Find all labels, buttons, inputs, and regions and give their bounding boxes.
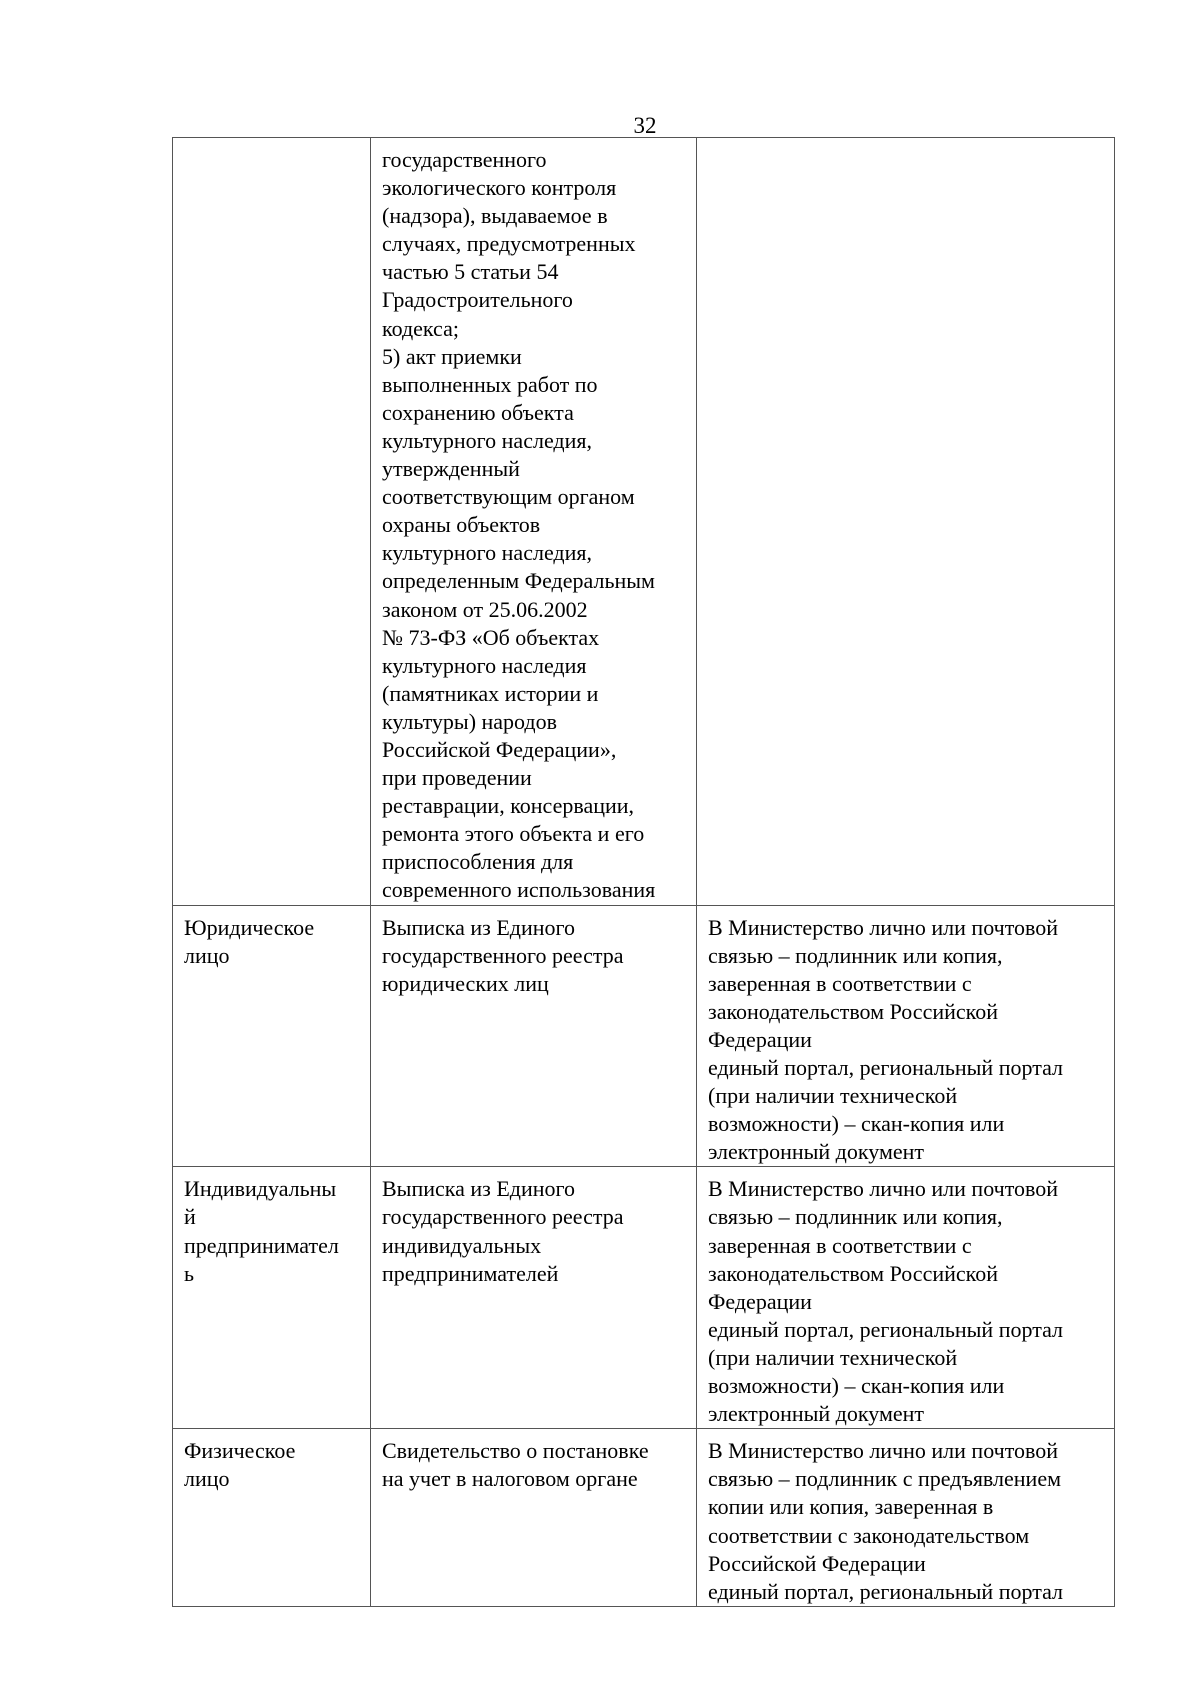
cell-text-line: случаях, предусмотренных [382, 231, 636, 257]
cell-text-line: ь [184, 1260, 195, 1286]
table-row [173, 1429, 1115, 1607]
cell-text-line: единый портал, региональный портал [708, 1316, 1064, 1342]
table-row [173, 905, 1115, 1167]
documents-table [172, 137, 1115, 1607]
submission-method-cell [697, 138, 1115, 906]
cell-text-line: законодательством Российской [708, 1260, 998, 1286]
cell-text-line: ремонта этого объекта и его [382, 821, 645, 847]
cell-text-line: возможности) – скан-копия или [708, 1111, 1005, 1137]
applicant-type-cell [173, 1167, 371, 1429]
cell-text-line: экологического контроля [382, 175, 617, 201]
cell-text-line: электронный документ [708, 1401, 925, 1427]
cell-text-line: 5) акт приемки [382, 343, 522, 369]
applicant-type-cell [173, 905, 371, 1167]
cell-text-line: Свидетельство о постановке [382, 1438, 649, 1464]
cell-text-line: связью – подлинник или копия, [708, 1204, 1003, 1230]
cell-text-line: приспособления для [382, 849, 574, 875]
cell-text-line: Физическое [184, 1438, 296, 1464]
cell-text-line: В Министерство лично или почтовой [708, 1438, 1059, 1464]
cell-text-line: единый портал, региональный портал [708, 1055, 1064, 1080]
cell-text-line: культуры) народов [382, 708, 558, 734]
submission-method-cell [697, 1429, 1115, 1607]
cell-text-line: государственного [382, 147, 547, 172]
cell-text-line: В Министерство лично или почтовой [708, 1176, 1059, 1202]
document-name-cell [371, 138, 697, 906]
table-row [173, 138, 1115, 906]
cell-text-line: (надзора), выдаваемое в [382, 203, 608, 229]
cell-text-line: Федерации [708, 1026, 812, 1052]
cell-text-line: Индивидуальны [184, 1176, 337, 1202]
cell-text-line: копии или копия, заверенная в [708, 1494, 994, 1520]
page-number: 32 [633, 113, 657, 138]
cell-text-line: й [184, 1204, 196, 1230]
cell-text-line: Градостроительного [382, 287, 573, 313]
cell-text-line: (памятниках истории и [382, 680, 599, 706]
cell-text-line: индивидуальных [382, 1232, 542, 1258]
cell-text-line: электронный документ [708, 1139, 925, 1165]
document-name-cell [371, 905, 697, 1167]
cell-text-line: сохранению объекта [382, 399, 574, 425]
applicant-type-cell [173, 1429, 371, 1607]
cell-text-line: Выписка из Единого [382, 1176, 576, 1202]
cell-text-line: Федерации [708, 1288, 812, 1314]
cell-text-line: утвержденный [382, 456, 520, 482]
cell-text-line: лицо [184, 1466, 230, 1492]
cell-text-line: определенным Федеральным [382, 568, 655, 594]
cell-text-line: выполненных работ по [382, 371, 598, 397]
cell-text-line: охраны объектов [382, 512, 541, 538]
cell-text-line: № 73-ФЗ «Об объектах [382, 624, 600, 650]
cell-text-line: предпринимател [184, 1232, 339, 1258]
cell-text-line: (при наличии технической [708, 1083, 958, 1109]
table-row [173, 1167, 1115, 1429]
cell-text-line: при проведении [382, 765, 532, 791]
submission-method-cell [697, 1167, 1115, 1429]
cell-text-line: государственного реестра [382, 942, 624, 968]
cell-text-line: Выписка из Единого [382, 914, 576, 940]
cell-text-line: Российской Федерации», [382, 736, 617, 762]
cell-text-line: возможности) – скан-копия или [708, 1373, 1005, 1399]
cell-text-line: предпринимателей [382, 1260, 559, 1286]
cell-text-line: Российской Федерации [708, 1550, 926, 1576]
cell-text-line: соответствии с законодательством [708, 1522, 1030, 1548]
cell-text-line: соответствующим органом [382, 484, 635, 510]
cell-text-line: связью – подлинник или копия, [708, 942, 1003, 968]
cell-text-line: (при наличии технической [708, 1344, 958, 1370]
applicant-type-cell [173, 138, 371, 906]
cell-text-line: заверенная в соответствии с [708, 970, 972, 996]
document-name-cell [371, 1167, 697, 1429]
submission-method-cell [697, 905, 1115, 1167]
cell-text-line: законом от 25.06.2002 [382, 596, 588, 622]
cell-text-line: на учет в налоговом органе [382, 1466, 638, 1492]
cell-text-line: кодекса; [382, 315, 459, 341]
cell-text-line: культурного наследия [382, 652, 587, 678]
cell-text-line: единый портал, региональный портал [708, 1578, 1064, 1604]
cell-text-line: заверенная в соответствии с [708, 1232, 972, 1258]
cell-text-line: культурного наследия, [382, 427, 592, 453]
cell-text-line: государственного реестра [382, 1204, 624, 1230]
cell-text-line: Юридическое [184, 914, 315, 940]
cell-text-line: культурного наследия, [382, 540, 592, 566]
cell-text-line: частью 5 статьи 54 [382, 259, 559, 285]
cell-text-line: юридических лиц [382, 970, 549, 996]
documents-table-body [173, 138, 1115, 1607]
cell-text-line: лицо [184, 942, 230, 968]
document-name-cell [371, 1429, 697, 1607]
cell-text-line: реставрации, консервации, [382, 793, 635, 819]
cell-text-line: современного использования [382, 877, 656, 903]
cell-text-line: законодательством Российской [708, 998, 998, 1024]
cell-text-line: В Министерство лично или почтовой [708, 914, 1059, 940]
cell-text-line: связью – подлинник с предъявлением [708, 1466, 1062, 1492]
